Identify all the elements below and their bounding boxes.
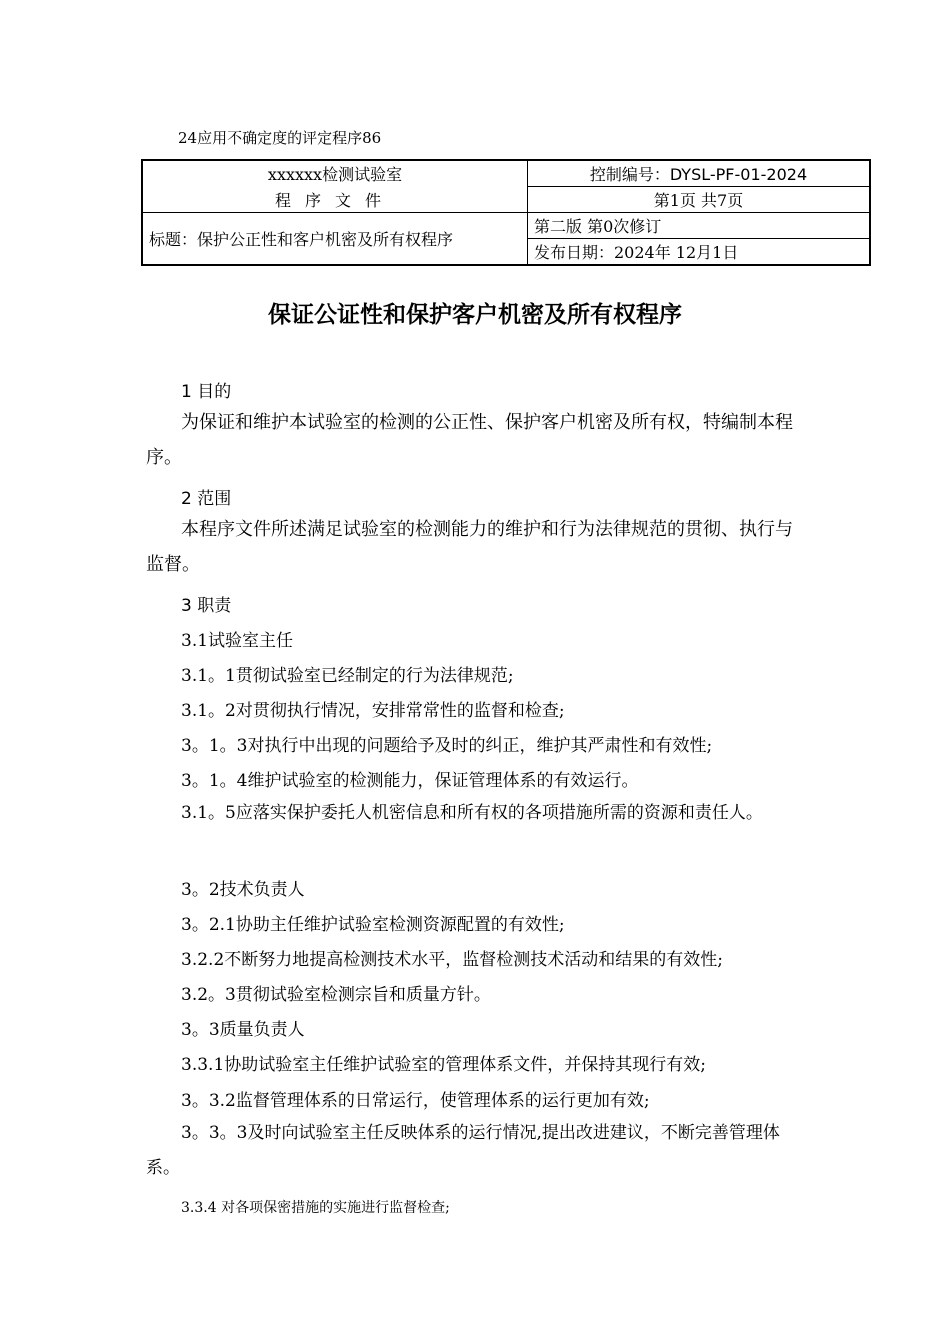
item-3-3-1: 3.3.1协助试验室主任维护试验室的管理体系文件，并保持其现行有效; [181, 1055, 706, 1075]
publish-date-cell [528, 239, 871, 266]
revision: 第二版 第0次修订 [534, 217, 662, 236]
section-1-heading: 1 目的 [181, 382, 232, 402]
section-2-heading: 2 范围 [181, 489, 232, 509]
item-3-3: 3。3质量负责人 [181, 1020, 305, 1040]
item-3-1-1: 3.1。1贯彻试验室已经制定的行为法律规范; [181, 666, 514, 686]
toc-line: 24应用不确定度的评定程序86 [178, 129, 382, 147]
lab-name: xxxxxx检测试验室 [267, 165, 403, 185]
item-3-1: 3.1试验室主任 [181, 631, 294, 651]
section-2-body: 本程序文件所述满足试验室的检测能力的维护和行为法律规范的贯彻、执行与监督。 [146, 519, 793, 575]
control-no-cell [528, 160, 871, 187]
item-3-2-3: 3.2。3贯彻试验室检测宗旨和质量方针。 [181, 985, 491, 1005]
revision-cell [528, 213, 871, 239]
item-3-3-2: 3。3.2监督管理体系的日常运行，使管理体系的运行更加有效; [181, 1091, 650, 1111]
item-3-2-2: 3.2.2不断努力地提高检测技术水平，监督检测技术活动和结果的有效性; [181, 950, 723, 970]
document-title: 保证公证性和保护客户机密及所有权程序 [268, 302, 682, 328]
title-label: 标题：保护公正性和客户机密及所有权程序 [149, 230, 454, 249]
item-3-2-1: 3。2.1协助主任维护试验室检测资源配置的有效性; [181, 915, 565, 935]
control-no: 控制编号：DYSL-PF-01-2024 [589, 165, 808, 184]
publish-date: 发布日期：2024年 12月1日 [534, 243, 739, 262]
lab-name-cell [142, 160, 528, 187]
document-header-table [141, 159, 871, 266]
item-3-1-2: 3.1。2对贯彻执行情况，安排常常性的监督和检查; [181, 701, 565, 721]
section-3-heading: 3 职责 [181, 596, 232, 616]
section-1-body: 为保证和维护本试验室的检测的公正性、保护客户机密及所有权，特编制本程序。 [146, 412, 793, 468]
item-3-1-5: 3.1。5应落实保护委托人机密信息和所有权的各项措施所需的资源和责任人。 [181, 803, 763, 823]
doc-type-cell [142, 187, 528, 213]
item-3-2: 3。2技术负责人 [181, 880, 305, 900]
page-info-cell [528, 187, 871, 213]
item-3-3-3: 3。3。3及时向试验室主任反映体系的运行情况,提出改进建议，不断完善管理体系。 [146, 1123, 780, 1178]
title-label-cell [142, 213, 528, 266]
item-3-3-4: 3.3.4 对各项保密措施的实施进行监督检查; [181, 1200, 450, 1216]
page-info: 第1页 共7页 [653, 191, 744, 210]
doc-type: 程序文件 [274, 190, 395, 210]
item-3-1-4: 3。1。4维护试验室的检测能力，保证管理体系的有效运行。 [181, 771, 639, 791]
item-3-1-3: 3。1。3对执行中出现的问题给予及时的纠正，维护其严肃性和有效性; [181, 736, 713, 756]
